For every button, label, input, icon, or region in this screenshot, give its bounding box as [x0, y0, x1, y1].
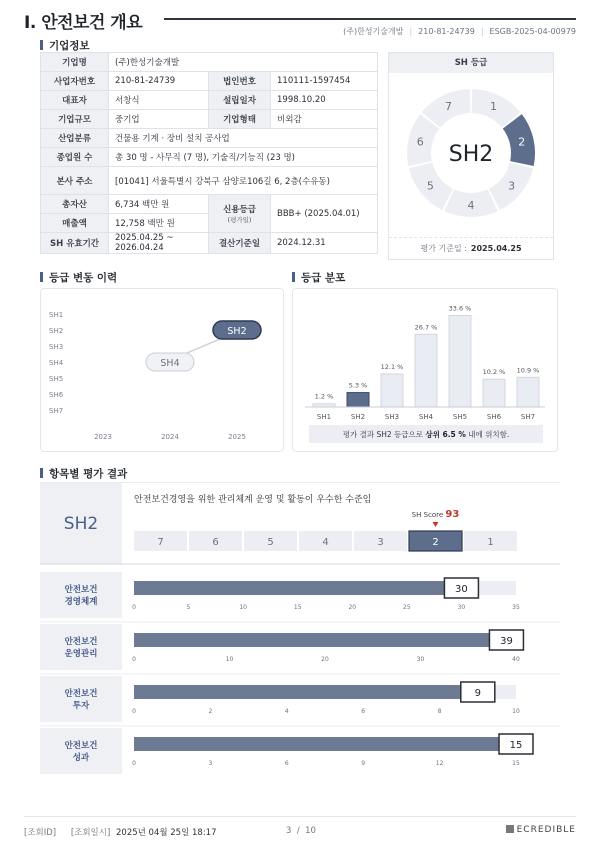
dist-category-label: SH4 — [418, 413, 434, 421]
cell-label: 총자산 — [41, 195, 109, 214]
history-y-label: SH3 — [49, 343, 64, 351]
item-label: 안전보건 — [64, 585, 98, 595]
grade-segment-label: 6 — [416, 135, 424, 149]
item-bar — [134, 633, 506, 647]
ceo: 서창식 — [109, 91, 209, 110]
cell-label: 대표자 — [41, 91, 109, 110]
item-tick-label: 5 — [186, 604, 191, 611]
dist-bar — [449, 316, 471, 407]
grade-segment-label: 7 — [444, 100, 452, 114]
address: [01041] 서울특별시 강북구 삼양로106길 6, 2층(수유동) — [109, 167, 378, 195]
item-value: 9 — [474, 688, 481, 699]
item-value: 30 — [455, 584, 468, 595]
grade-value: SH2 — [448, 142, 494, 167]
company-name: (주)한성기술개발 — [109, 53, 378, 72]
cell-label: 설립일자 — [209, 91, 271, 110]
history-x-label: 2024 — [161, 433, 179, 441]
table-row — [41, 91, 378, 110]
item-tick-label: 35 — [512, 604, 520, 611]
item-tick-label: 6 — [284, 760, 289, 767]
item-tick-label: 10 — [512, 708, 520, 715]
item-tick-label: 20 — [321, 656, 329, 663]
item-grade: SH2 — [63, 514, 99, 534]
history-point-label: SH2 — [227, 326, 247, 337]
item-tick-label: 10 — [239, 604, 247, 611]
item-label: 운영관리 — [64, 649, 98, 659]
item-tick-label: 6 — [361, 708, 366, 715]
item-tick-label: 15 — [512, 760, 520, 767]
table-row — [41, 53, 378, 72]
sh-grade-title: SH 등급 — [389, 53, 553, 73]
cell-label: 기업규모 — [41, 110, 109, 129]
grade-dist-chart — [293, 289, 557, 451]
section-title-grade-dist: 등급 분포 — [292, 270, 345, 285]
item-tick-label: 9 — [361, 760, 366, 767]
grade-step-label: 4 — [322, 537, 329, 548]
dist-value-label: 1.2 % — [314, 392, 334, 401]
dist-category-label: SH3 — [384, 413, 400, 421]
company-type: 비외감 — [271, 110, 378, 129]
grade-segment-label: 1 — [490, 100, 498, 114]
item-label: 경영체계 — [64, 597, 98, 607]
grade-dist-panel — [292, 288, 558, 452]
dist-bar — [347, 393, 369, 407]
grade-step-label: 6 — [212, 537, 219, 548]
brand-logo — [506, 825, 576, 835]
item-tick-label: 30 — [457, 604, 466, 611]
item-label: 안전보건 — [64, 689, 98, 699]
header-biz-no: 210-81-24739 — [418, 27, 475, 36]
item-label: 투자 — [72, 701, 90, 711]
query-time-label: [조회일시] — [70, 828, 111, 838]
sh-grade-box — [388, 52, 554, 260]
credit-grade: BBB+ (2025.04.01) — [271, 195, 378, 233]
item-label-box — [40, 624, 122, 670]
history-y-label: SH2 — [49, 327, 64, 335]
cell-label: 기업명 — [41, 53, 109, 72]
grade-step-label: 3 — [377, 537, 384, 548]
brand-icon — [506, 825, 514, 833]
assets: 6,734 백만 원 — [109, 195, 209, 214]
header-divider — [164, 18, 576, 20]
history-y-label: SH1 — [49, 311, 64, 319]
grade-donut — [389, 73, 553, 237]
table-row — [41, 110, 378, 129]
cell-sublabel: (평가일) — [227, 216, 252, 224]
dist-category-label: SH7 — [520, 413, 536, 421]
table-row — [41, 72, 378, 91]
item-tick-label: 12 — [435, 760, 444, 767]
cell-label: 종업원 수 — [41, 148, 109, 167]
dist-category-label: SH1 — [316, 413, 332, 421]
item-value: 39 — [500, 636, 513, 647]
grade-step-label: 2 — [432, 537, 439, 548]
item-label: 안전보건 — [64, 637, 98, 647]
page-total: 10 — [305, 826, 316, 836]
item-grade-desc: 안전보건경영을 위한 관리체계 운영 및 활동이 우수한 수준임 — [134, 495, 372, 505]
header-company: (주)한성기술개발 — [343, 27, 404, 36]
dist-value-label: 10.2 % — [482, 368, 506, 377]
dist-category-label: SH2 — [350, 413, 366, 421]
grade-segment-label: 2 — [518, 135, 526, 149]
item-label-box — [40, 572, 122, 618]
history-y-label: SH6 — [49, 391, 64, 399]
dist-category-label: SH5 — [452, 413, 468, 421]
grade-step-label: 7 — [157, 537, 164, 548]
item-tick-label: 4 — [284, 708, 289, 715]
cell-label: 본사 주소 — [41, 167, 109, 195]
grade-segment-label: 3 — [508, 179, 516, 193]
page-footer — [24, 826, 576, 838]
item-tick-label: 3 — [208, 760, 213, 767]
page-header — [24, 4, 576, 44]
cell-label: 기업형태 — [209, 110, 271, 129]
table-row — [41, 167, 378, 195]
item-bar — [134, 685, 478, 699]
item-tick-label: 20 — [348, 604, 357, 611]
item-label: 성과 — [72, 753, 90, 763]
section-title-company-info: 기업정보 — [40, 38, 90, 53]
query-id-label: [조회ID] — [24, 828, 57, 838]
table-row — [41, 233, 378, 254]
section-title-grade-history: 등급 변동 이력 — [40, 270, 117, 285]
item-tick-label: 0 — [132, 760, 136, 767]
grade-segment-label: 5 — [426, 179, 434, 193]
item-label: 안전보건 — [64, 741, 98, 751]
cell-label: 법인번호 — [209, 72, 271, 91]
item-tick-label: 8 — [437, 708, 442, 715]
history-x-label: 2023 — [94, 433, 112, 441]
cell-label: 사업자번호 — [41, 72, 109, 91]
item-tick-label: 30 — [416, 656, 425, 663]
company-info-table — [40, 52, 378, 254]
dist-bar — [483, 379, 505, 407]
section-title-item-eval: 항목별 평가 결과 — [40, 466, 127, 481]
validity: 2025.04.25 ~ 2026.04.24 — [109, 233, 209, 254]
brand-name: ECREDIBLE — [516, 825, 576, 835]
company-size: 중기업 — [109, 110, 209, 129]
eval-date-label: 평가 기준일 : — [420, 244, 467, 253]
dist-value-label: 33.6 % — [448, 304, 472, 313]
history-x-label: 2025 — [228, 433, 246, 441]
cell-label: SH 유효기간 — [41, 233, 109, 254]
dist-bar — [381, 374, 403, 407]
item-tick-label: 40 — [512, 656, 520, 663]
eval-date: 2025.04.25 — [470, 244, 522, 253]
item-value: 15 — [509, 740, 523, 751]
query-time: 2025년 04월 25일 18:17 — [116, 828, 217, 838]
dist-bar — [415, 334, 437, 407]
grade-step-label: 1 — [487, 537, 494, 548]
item-tick-label: 25 — [403, 604, 411, 611]
est-date: 1998.10.20 — [271, 91, 378, 110]
item-label-box — [40, 676, 122, 722]
grade-history-chart — [41, 289, 283, 451]
cell-label: 산업분류 — [41, 129, 109, 148]
dist-bar — [517, 377, 539, 407]
item-bar — [134, 581, 461, 595]
eval-date-row — [389, 237, 553, 259]
item-label-box — [40, 728, 122, 774]
item-tick-label: 0 — [132, 604, 136, 611]
item-bar — [134, 737, 516, 751]
cell-label: 매출액 — [41, 214, 109, 233]
grade-step-label: 5 — [267, 537, 274, 548]
corp-no: 110111-1597454 — [271, 72, 378, 91]
history-y-label: SH4 — [49, 359, 64, 367]
item-tick-label: 2 — [208, 708, 213, 715]
settle-date: 2024.12.31 — [271, 233, 378, 254]
grade-segment-label: 4 — [467, 199, 475, 212]
staff: 총 30 명 - 사무직 (7 명), 기술직/기능직 (23 명) — [109, 148, 378, 167]
cell-label: 결산기준일 — [209, 233, 271, 254]
dist-value-label: 12.1 % — [380, 363, 404, 372]
dist-note: 평가 결과 SH2 등급으로 상위 6.5 % 내에 위치함. — [342, 430, 510, 439]
footer-divider — [24, 816, 576, 817]
item-tick-label: 10 — [225, 656, 234, 663]
header-meta: (주)한성기술개발 | 210-81-24739 | ESGB-2025-04-00979 — [343, 27, 576, 36]
dist-category-label: SH6 — [486, 413, 502, 421]
header-doc-id: ESGB-2025-04-00979 — [489, 27, 576, 36]
industry: 건물용 기계 · 장비 설치 공사업 — [109, 129, 378, 148]
item-tick-label: 15 — [293, 604, 302, 611]
dist-value-label: 10.9 % — [516, 366, 540, 375]
history-y-label: SH5 — [49, 375, 64, 383]
history-point-label: SH4 — [160, 358, 180, 369]
cell-label: 신용등급 — [223, 205, 256, 215]
item-tick-label: 0 — [132, 656, 136, 663]
history-y-label: SH7 — [49, 407, 64, 415]
dist-value-label: 26.7 % — [414, 323, 438, 332]
item-eval-area — [40, 482, 560, 794]
biz-no: 210-81-24739 — [109, 72, 209, 91]
table-row — [41, 195, 378, 214]
credit-label-cell — [209, 195, 271, 233]
grade-history-panel — [40, 288, 284, 452]
table-row — [41, 129, 378, 148]
table-row — [41, 148, 378, 167]
page-title: Ⅰ. 안전보건 개요 — [24, 13, 143, 33]
sh-score: SH Score 93 — [411, 509, 460, 520]
dist-value-label: 5.3 % — [348, 381, 368, 390]
page-number: 3 / 10 — [286, 826, 316, 836]
item-tick-label: 0 — [132, 708, 136, 715]
sales: 12,758 백만 원 — [109, 214, 209, 233]
page-current: 3 — [286, 826, 292, 836]
score-marker-icon — [433, 522, 439, 527]
